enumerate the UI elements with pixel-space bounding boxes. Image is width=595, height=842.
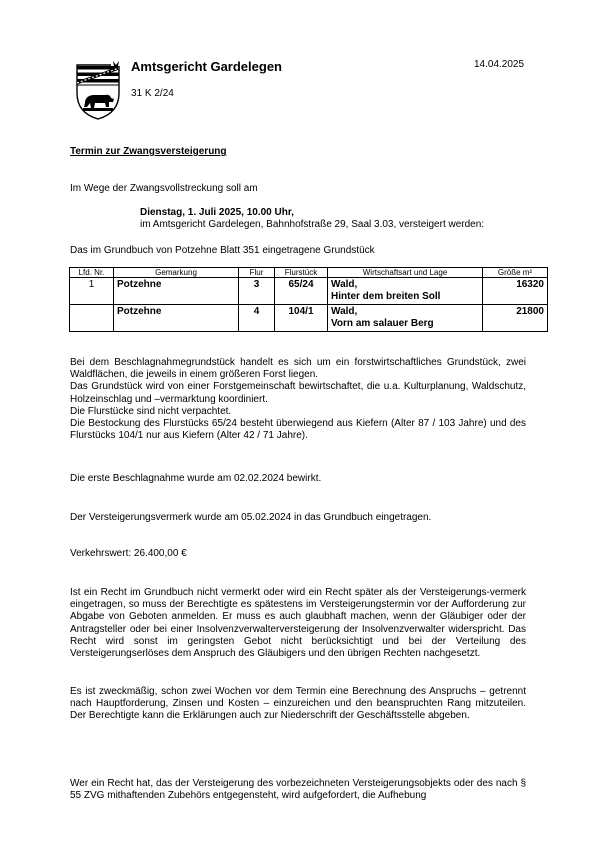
column-header: Gemarkung: [114, 268, 239, 278]
column-header: Flur: [239, 268, 275, 278]
column-header: Wirtschaftsart und Lage: [328, 268, 483, 278]
cell-lage: [328, 278, 483, 305]
cell-lage: [328, 305, 483, 332]
table-row: [70, 305, 548, 332]
table-row: [70, 278, 548, 305]
cell-lage-text: Vorn am salauer Berg: [331, 318, 434, 329]
cell-nr: [70, 305, 114, 332]
property-description: Bei dem Beschlagnahmegrundstück handelt es sich um ein forstwirtschaftliches Grundstück, zwei Waldflächen, die jeweils in einem größeren Forst liegen. Das Grundstück wird von einer Forstgemeinschaft bewirtschaftet, die u.a. Kulturplanung, Waldschutz, Holzeinschlag und –vermarktung koordiniert. Die Flurstücke sind nicht verpachtet. Die Bestockung des Flurstücks 65/24 besteht überwiegend aus Kiefern (Alter 87 / 103 Jahre) und des Flurstücks 104/1 nur aus Kiefern (Alter 42 / 71 Jahre).: [70, 357, 526, 442]
cell-groesse: 21800: [483, 305, 548, 332]
parcel-intro: Das im Grundbuch von Potzehne Blatt 351 eingetragene Grundstück: [70, 245, 375, 256]
market-value: Verkehrswert: 26.400,00 €: [70, 548, 187, 559]
column-header: Flurstück: [275, 268, 328, 278]
appointment-date: Dienstag, 1. Juli 2025, 10.00 Uhr,: [140, 207, 294, 218]
cell-gemarkung: Potzehne: [114, 278, 239, 305]
court-name: Amtsgericht Gardelegen: [131, 59, 282, 74]
rights-paragraph-2: Es ist zweckmäßig, schon zwei Wochen vor dem Termin eine Berechnung des Anspruchs – getrennt nach Hauptforderung, Zinsen und Kosten – einzureichen und den beanspruchten Rang mitzuteilen. Der Berechtigte kann die Erklärungen auch zur Niederschrift der Geschäftsstelle abgeben.: [70, 686, 526, 722]
cell-art-text: Wald,: [331, 279, 358, 290]
rights-paragraph-1: Ist ein Recht im Grundbuch nicht vermerkt oder wird ein Recht später als der Versteigerungs-vermerk eingetragen, so muss der Berechtigte es spätestens im Versteigerungstermin vor der Aufforderung zur Abgabe von Geboten anmelden. Er muss es auch glaubhaft machen, wenn der Gläubiger oder der Antragsteller oder bei einer Insolvenzverwalterversteigerung der Insolvenzverwalter widerspricht. Das Recht wird sonst im geringsten Gebot nicht berücksichtigt und bei der Verteilung des Versteigerungserlöses dem Anspruch des Gläubigers und den übrigen Rechten nachgesetzt.: [70, 587, 526, 660]
table-header-row: [70, 268, 548, 278]
cell-flur: 3: [239, 278, 275, 305]
column-header: Lfd. Nr.: [70, 268, 114, 278]
cell-flurstueck: 104/1: [275, 305, 328, 332]
seizure-note: Die erste Beschlagnahme wurde am 02.02.2024 bewirkt.: [70, 473, 322, 484]
coat-of-arms-icon: [73, 59, 123, 121]
document-date: 14.04.2025: [474, 59, 525, 70]
auction-record-note: Der Versteigerungsvermerk wurde am 05.02.2024 in das Grundbuch eingetragen.: [70, 512, 432, 523]
document-heading: Termin zur Zwangsversteigerung: [70, 146, 227, 157]
parcel-table: [69, 267, 548, 332]
cell-flur: 4: [239, 305, 275, 332]
cell-gemarkung: Potzehne: [114, 305, 239, 332]
intro-text: Im Wege der Zwangsvollstreckung soll am: [70, 183, 258, 194]
cell-groesse: 16320: [483, 278, 548, 305]
cell-art-text: Wald,: [331, 306, 358, 317]
rights-paragraph-3: Wer ein Recht hat, das der Versteigerung des vorbezeichneten Versteigerungsobjekts oder des nach § 55 ZVG mithaftenden Zubehörs entgegensteht, wird aufgefordert, die Aufhebung: [70, 778, 526, 802]
cell-nr: 1: [70, 278, 114, 305]
cell-lage-text: Hinter dem breiten Soll: [331, 291, 441, 302]
case-number: 31 K 2/24: [131, 88, 174, 99]
cell-flurstueck: 65/24: [275, 278, 328, 305]
appointment-location: im Amtsgericht Gardelegen, Bahnhofstraße 29, Saal 3.03, versteigert werden:: [140, 219, 485, 230]
column-header: Größe m²: [483, 268, 548, 278]
